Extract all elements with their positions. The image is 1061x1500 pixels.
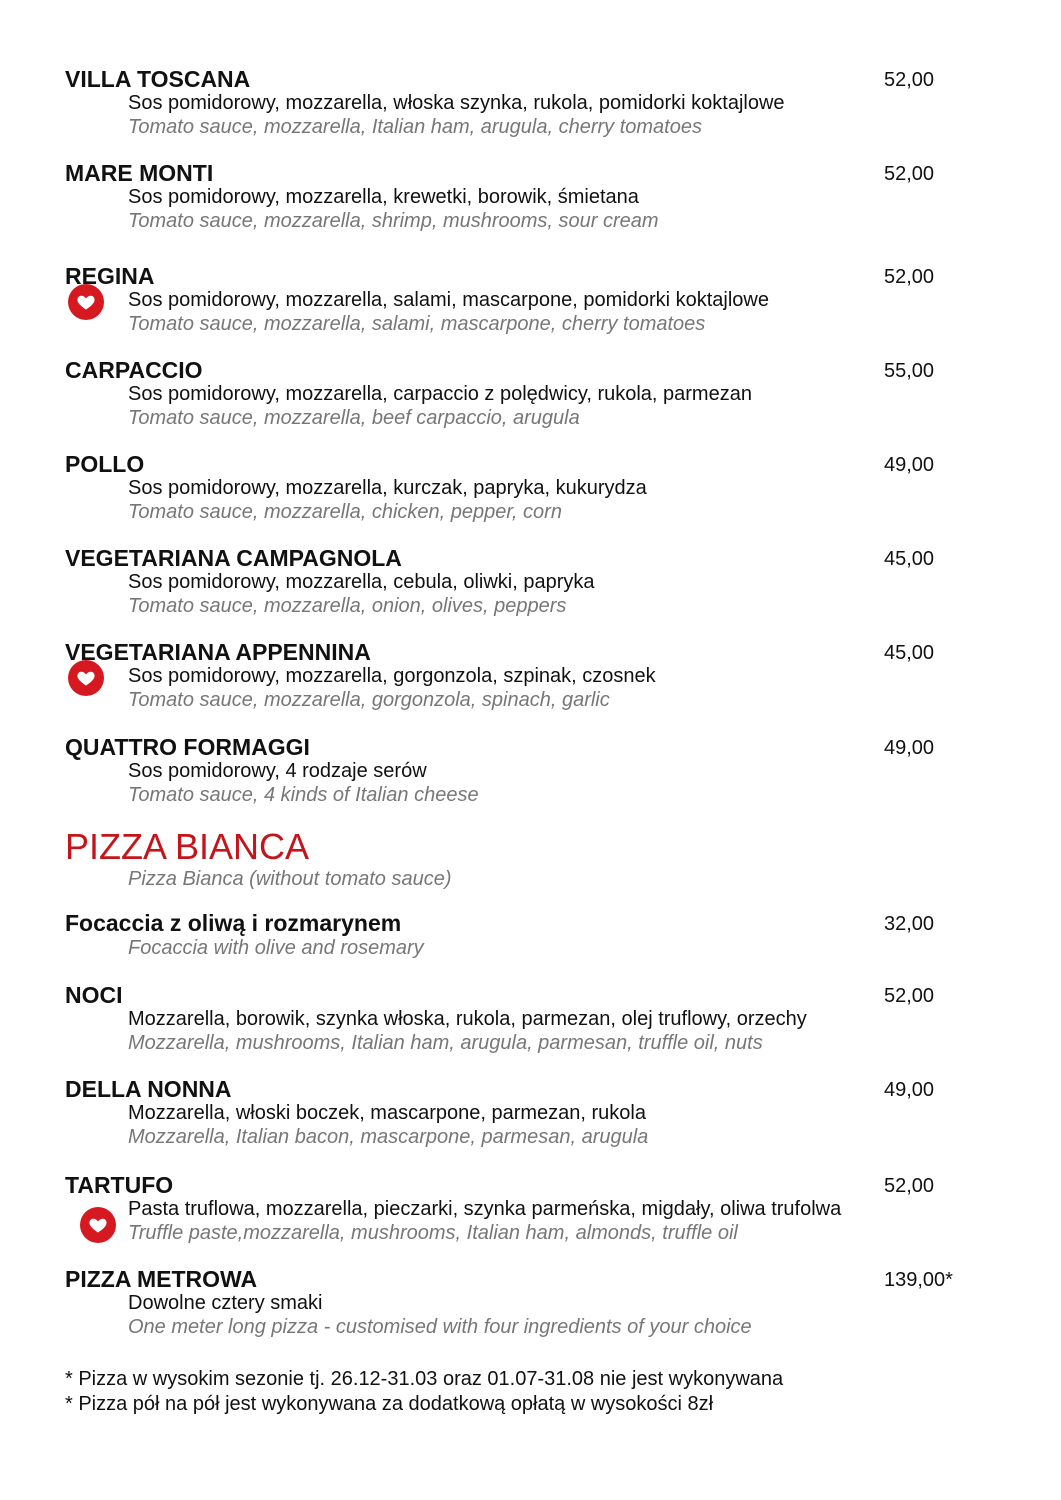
item-price: 52,00 bbox=[884, 163, 935, 185]
item-description-en: Tomato sauce, mozzarella, onion, olives, peppers bbox=[128, 595, 567, 617]
item-name: REGINA bbox=[65, 263, 155, 289]
item-price: 45,00 bbox=[884, 642, 935, 664]
item-description-pl: Sos pomidorowy, mozzarella, włoska szynka, rukola, pomidorki koktajlowe bbox=[128, 92, 785, 114]
item-price: 55,00 bbox=[884, 360, 935, 382]
item-description-en: Tomato sauce, mozzarella, beef carpaccio, arugula bbox=[128, 407, 580, 429]
item-description-pl: Sos pomidorowy, mozzarella, carpaccio z polędwicy, rukola, parmezan bbox=[128, 383, 752, 405]
item-name: PIZZA METROWA bbox=[65, 1266, 258, 1292]
item-name: VEGETARIANA CAMPAGNOLA bbox=[65, 545, 402, 571]
item-price: 49,00 bbox=[884, 454, 935, 476]
item-description-pl: Sos pomidorowy, mozzarella, krewetki, borowik, śmietana bbox=[128, 186, 639, 208]
item-description-en: Tomato sauce, mozzarella, salami, mascarpone, cherry tomatoes bbox=[128, 313, 706, 335]
item-name: Focaccia z oliwą i rozmarynem bbox=[65, 910, 402, 936]
item-price: 45,00 bbox=[884, 548, 935, 570]
item-price: 139,00* bbox=[884, 1269, 953, 1291]
item-price: 52,00 bbox=[884, 1175, 935, 1197]
item-description-pl: Dowolne cztery smaki bbox=[128, 1292, 323, 1314]
item-description-en: Tomato sauce, mozzarella, gorgonzola, spinach, garlic bbox=[128, 689, 610, 711]
item-price: 49,00 bbox=[884, 737, 935, 759]
item-name: QUATTRO FORMAGGI bbox=[65, 734, 310, 760]
item-price: 52,00 bbox=[884, 69, 935, 91]
footnote: * Pizza pół na pół jest wykonywana za dodatkową opłatą w wysokości 8zł bbox=[65, 1393, 714, 1415]
item-description-pl: Sos pomidorowy, mozzarella, salami, mascarpone, pomidorki koktajlowe bbox=[128, 289, 769, 311]
item-price: 52,00 bbox=[884, 266, 935, 288]
item-description-en: Focaccia with olive and rosemary bbox=[128, 937, 424, 959]
item-name: TARTUFO bbox=[65, 1172, 174, 1198]
item-description-pl: Sos pomidorowy, mozzarella, kurczak, papryka, kukurydza bbox=[128, 477, 647, 499]
item-price: 49,00 bbox=[884, 1079, 935, 1101]
item-description-en: Tomato sauce, mozzarella, Italian ham, arugula, cherry tomatoes bbox=[128, 116, 702, 138]
section-subtitle: Pizza Bianca (without tomato sauce) bbox=[128, 868, 452, 890]
item-name: CARPACCIO bbox=[65, 357, 203, 383]
item-description-pl: Mozzarella, włoski boczek, mascarpone, parmezan, rukola bbox=[128, 1102, 646, 1124]
item-description-en: Tomato sauce, 4 kinds of Italian cheese bbox=[128, 784, 479, 806]
item-name: POLLO bbox=[65, 451, 145, 477]
item-price: 52,00 bbox=[884, 985, 935, 1007]
item-description-pl: Sos pomidorowy, 4 rodzaje serów bbox=[128, 760, 427, 782]
item-description-en: Mozzarella, Italian bacon, mascarpone, parmesan, arugula bbox=[128, 1126, 649, 1148]
item-description-en: Mozzarella, mushrooms, Italian ham, arugula, parmesan, truffle oil, nuts bbox=[128, 1032, 763, 1054]
item-name: NOCI bbox=[65, 982, 123, 1008]
item-description-pl: Sos pomidorowy, mozzarella, cebula, oliwki, papryka bbox=[128, 571, 595, 593]
heart-icon bbox=[80, 1207, 116, 1243]
item-description-pl: Pasta truflowa, mozzarella, pieczarki, szynka parmeńska, migdały, oliwa trufolwa bbox=[128, 1198, 842, 1220]
item-description-pl: Sos pomidorowy, mozzarella, gorgonzola, szpinak, czosnek bbox=[128, 665, 656, 687]
item-description-en: Truffle paste,mozzarella, mushrooms, Italian ham, almonds, truffle oil bbox=[128, 1222, 738, 1244]
footnote: * Pizza w wysokim sezonie tj. 26.12-31.03 oraz 01.07-31.08 nie jest wykonywana bbox=[65, 1368, 784, 1390]
item-name: VILLA TOSCANA bbox=[65, 66, 251, 92]
item-description-pl: Mozzarella, borowik, szynka włoska, rukola, parmezan, olej truflowy, orzechy bbox=[128, 1008, 807, 1030]
item-name: MARE MONTI bbox=[65, 160, 214, 186]
item-name: VEGETARIANA APPENNINA bbox=[65, 639, 371, 665]
item-name: DELLA NONNA bbox=[65, 1076, 232, 1102]
item-price: 32,00 bbox=[884, 913, 935, 935]
item-description-en: One meter long pizza - customised with four ingredients of your choice bbox=[128, 1316, 752, 1338]
item-description-en: Tomato sauce, mozzarella, shrimp, mushrooms, sour cream bbox=[128, 210, 659, 232]
section-title: PIZZA BIANCA bbox=[65, 826, 310, 867]
item-description-en: Tomato sauce, mozzarella, chicken, pepper, corn bbox=[128, 501, 562, 523]
